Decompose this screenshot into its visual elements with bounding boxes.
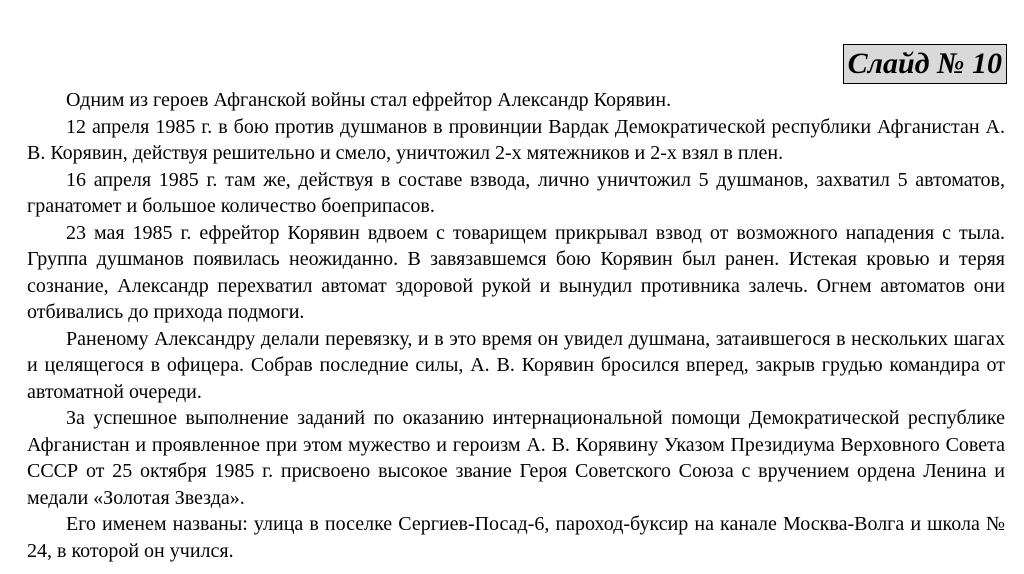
slide-body <box>27 87 1005 564</box>
paragraph-memory: Его именем названы: улица в поселке Сергиев-Посад-6, пароход-буксир на канале Москва-Волга и школа № 24, в которой он учился. <box>27 513 1005 562</box>
paragraph-award: За успешное выполнение заданий по оказанию интернациональной помощи Демократической республике Афганистан и проявленное при этом мужество и героизм А. В. Корявину Указом Президиума Верховного Совета СССР от 25 октября 1985 г. присвоено высокое звание Героя Советского Союза с вручением ордена Ленина и медали «Золотая Звезда». <box>27 407 1005 509</box>
paragraph-april-12: 12 апреля 1985 г. в бою против душманов в провинции Вардак Демократической республики Афганистан А. В. Корявин, действуя решительно и смело, уничтожил 2-х мятежников и 2-х взял в плен. <box>27 115 1005 164</box>
paragraph-wounded: Раненому Александру делали перевязку, и в это время он увидел душмана, затаившегося в нескольких шагах и целящегося в офицера. Собрав последние силы, А. В. Корявин бросился вперед, закрыв грудью командира от автоматной очереди. <box>27 327 1005 403</box>
paragraph-may-23: 23 мая 1985 г. ефрейтор Корявин вдвоем с товарищем прикрывал взвод от возможного нападения с тыла. Группа душманов появилась неожиданно. В завязавшемся бою Корявин был ранен. Истекая кровью и теряя сознание, Александр перехватил автомат здоровой рукой и вынудил противника залечь. Огнем автоматов они отбивались до прихода подмоги. <box>27 221 1005 323</box>
paragraph-april-16: 16 апреля 1985 г. там же, действуя в составе взвода, лично уничтожил 5 душманов, захватил 5 автоматов, гранатомет и большое количество боеприпасов. <box>27 168 1005 217</box>
paragraph-intro: Одним из героев Афганской войны стал ефрейтор Александр Корявин. <box>66 89 672 111</box>
slide-number-label: Слайд № 10 <box>843 44 1007 84</box>
